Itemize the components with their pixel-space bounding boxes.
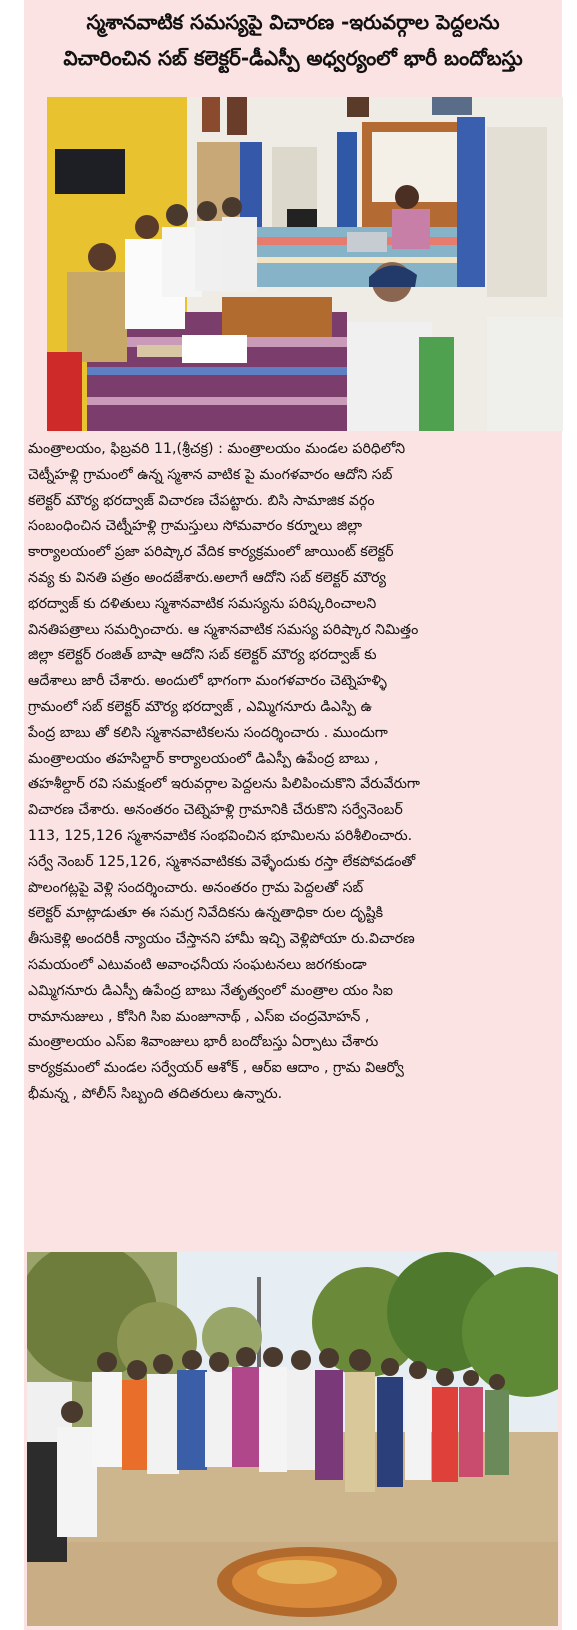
meeting-photo (47, 97, 563, 431)
headline (24, 4, 562, 76)
article-line: కలెక్టర్ మాట్లాడుతూ ఈ సమగ్ర నివేదికను ఉన్నతాధికా రుల దృష్టికి (28, 905, 384, 922)
article-line: భీమన్న , పోలీస్ సిబ్బంది తదితరులు ఉన్నారు. (28, 1085, 283, 1102)
article-line: వినతిపత్రాలు సమర్పించారు. ఆ స్మశానవాటిక సమస్య పరిష్కార నిమిత్తం (28, 621, 419, 638)
article-line: జిల్లా కలెక్టర్ రంజిత్ బాషా ఆదోని సబ్ కలెక్టర్ మౌర్య భరద్వాజ్ కు (28, 647, 377, 664)
article-line: రామానుజులు , కోసిగి సిఐ మంజూనాథ్ , ఎస్ఐ చంద్రమోహన్ , (28, 1008, 370, 1025)
article-line: సర్వే నెంబర్ 125,126, స్మశానవాటికకు వెళ్ళేందుకు రస్తా లేకపోవడంతో (28, 853, 416, 870)
site-visit-photo (27, 1252, 558, 1626)
article-line: సమయంలో ఎటువంటి అవాంఛనీయ సంఘటనలు జరగకుండా (28, 956, 367, 973)
article-line: చెట్నీహళ్లి గ్రామంలో ఉన్న స్మశాన వాటిక పై మంగళవారం ఆదోని సబ్ (28, 466, 393, 483)
news-article (24, 0, 562, 1630)
article-line: ఆదేశాలు జారీ చేశారు. అందులో భాగంగా మంగళవారం చెట్నెహళ్ళి (28, 673, 387, 690)
article-body (28, 437, 558, 1237)
headline-line-2: విచారించిన సబ్ కలెక్టర్-డీఎస్పీ అధ్వర్యంలో భారీ బందోబస్తు (63, 46, 523, 70)
article-line: విచారణ చేశారు. అనంతరం చెట్నెహళ్లి గ్రామానికి చేరుకొని సర్వేనెంబర్ (28, 802, 403, 819)
article-line: మంత్రాలయం ఎస్ఐ శివాంజులు భారీ బందోబస్తు ఏర్పాటు చేశారు (28, 1034, 379, 1051)
article-line: నవ్య కు వినతి పత్రం అందజేశారు.అలాగే ఆదోని సబ్ కలెక్టర్ మౌర్య (28, 569, 387, 586)
article-line: భరద్వాజ్ కు దళితులు స్మశానవాటిక సమస్యను పరిష్కరించాలని (28, 595, 377, 612)
article-line: 113, 125,126 స్మశానవాటిక సంభవించిన భూమిలను పరిశీలించారు. (28, 827, 413, 844)
article-line: పేంద్ర బాబు తో కలిసి స్మశానవాటికలను సందర్శించారు . ముందుగా (28, 724, 388, 741)
article-line: తీసుకెళ్లి అందరికీ న్యాయం చేస్తానని హామీ ఇచ్చి వెళ్లిపోయా రు.విచారణ (28, 931, 415, 948)
article-line: కార్యాలయంలో ప్రజా పరిష్కార వేదిక కార్యక్రమంలో జాయింట్ కలెక్టర్ (28, 544, 394, 561)
article-line: కార్యక్రమంలో మండల సర్వేయర్ ఆశోక్ , ఆర్ఐ ఆదాం , గ్రామ విఆర్వో (28, 1060, 404, 1077)
headline-line-1: స్మశానవాటిక సమస్యపై విచారణ -ఇరువర్గాల పెద్దలను (86, 10, 500, 34)
article-line: పొలంగట్లపై వెళ్లి సందర్శించారు. అనంతరం గ్రామ పెద్దలతో సబ్ (28, 879, 364, 896)
article-line: కలెక్టర్ మౌర్య భరద్వాజ్ విచారణ చేపట్టారు. బిసి సామాజిక వర్గం (28, 492, 375, 509)
article-line: తహశీల్దార్ రవి సమక్షంలో ఇరువర్గాల పెద్దలను పిలిపించుకొని వేరువేరుగా (28, 776, 420, 793)
article-line: సంబంధించిన చెట్నీహళ్లి గ్రామస్తులు సోమవారం కర్నూలు జిల్లా (28, 518, 362, 535)
article-line: గ్రామంలో సబ్ కలెక్టర్ మౌర్య భరద్వాజ్ , ఎమ్మిగనూరు డిఎస్పి ఉ (28, 698, 372, 715)
article-line: మంత్రాలయం తహసిల్దార్ కార్యాలయంలో డిఎస్పీ ఉపేంద్ర బాబు , (28, 750, 379, 767)
article-line: ఎమ్మిగనూరు డిఎస్పీ ఉపేంద్ర బాబు నేతృత్వంలో మంత్రాల యం సిఐ (28, 982, 393, 999)
article-line: మంత్రాలయం, ఫిబ్రవరి 11,(శ్రీచక్ర) : మంత్రాలయం మండల పరిధిలోని (28, 441, 406, 457)
